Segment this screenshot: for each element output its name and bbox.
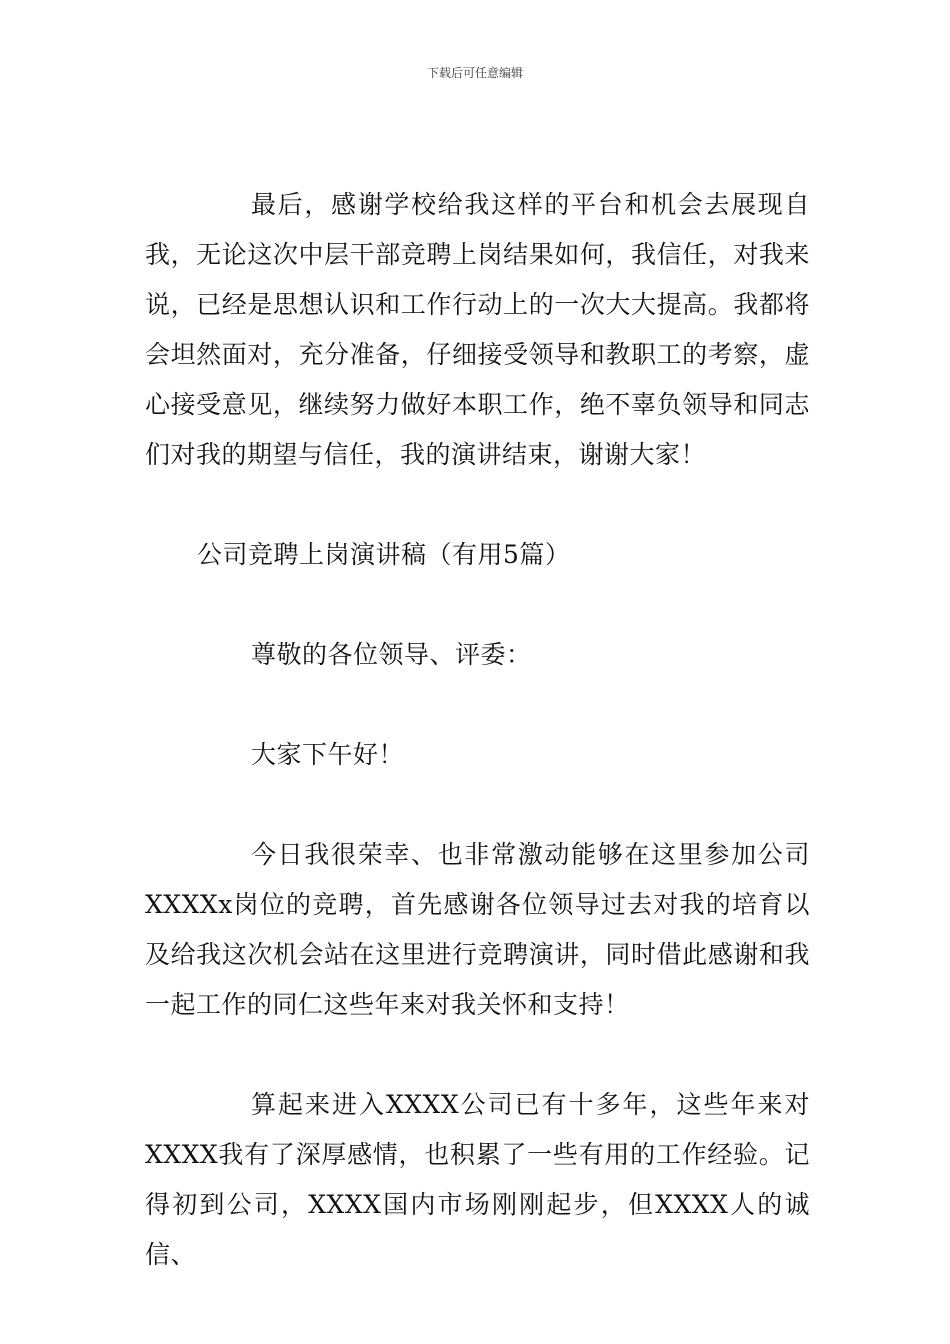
closing-paragraph: 最后，感谢学校给我这样的平台和机会去展现自我，无论这次中层干部竞聘上岗结果如何，我信任，对我来说，已经是思想认识和工作行动上的一次大大提高。我都将会坦然面对，充分准备，仔细接受领导和教职工的考察，虚心接受意见，继续努力做好本职工作，绝不辜负领导和同志们对我的期望与信任，我的演讲结束，谢谢大家！ xyxy=(145,190,810,469)
document-title: 公司竞聘上岗演讲稿（有用5篇） xyxy=(197,540,571,569)
salutation: 尊敬的各位领导、评委： xyxy=(251,640,532,669)
page-header-note: 下载后可任意编辑 xyxy=(426,66,523,80)
greeting: 大家下午好！ xyxy=(251,740,405,769)
intro-paragraph: 今日我很荣幸、也非常激动能够在这里参加公司XXXXx岗位的竞聘，首先感谢各位领导过去对我的培育以及给我这次机会站在这里进行竞聘演讲，同时借此感谢和我一起工作的同仁这些年来对我关怀和支持！ xyxy=(145,840,810,1019)
document-body xyxy=(145,180,810,1280)
experience-paragraph: 算起来进入XXXX公司已有十多年，这些年来对XXXX我有了深厚感情，也积累了一些有用的工作经验。记得初到公司，XXXX国内市场刚刚起步，但XXXX人的诚信、 xyxy=(145,1090,810,1269)
